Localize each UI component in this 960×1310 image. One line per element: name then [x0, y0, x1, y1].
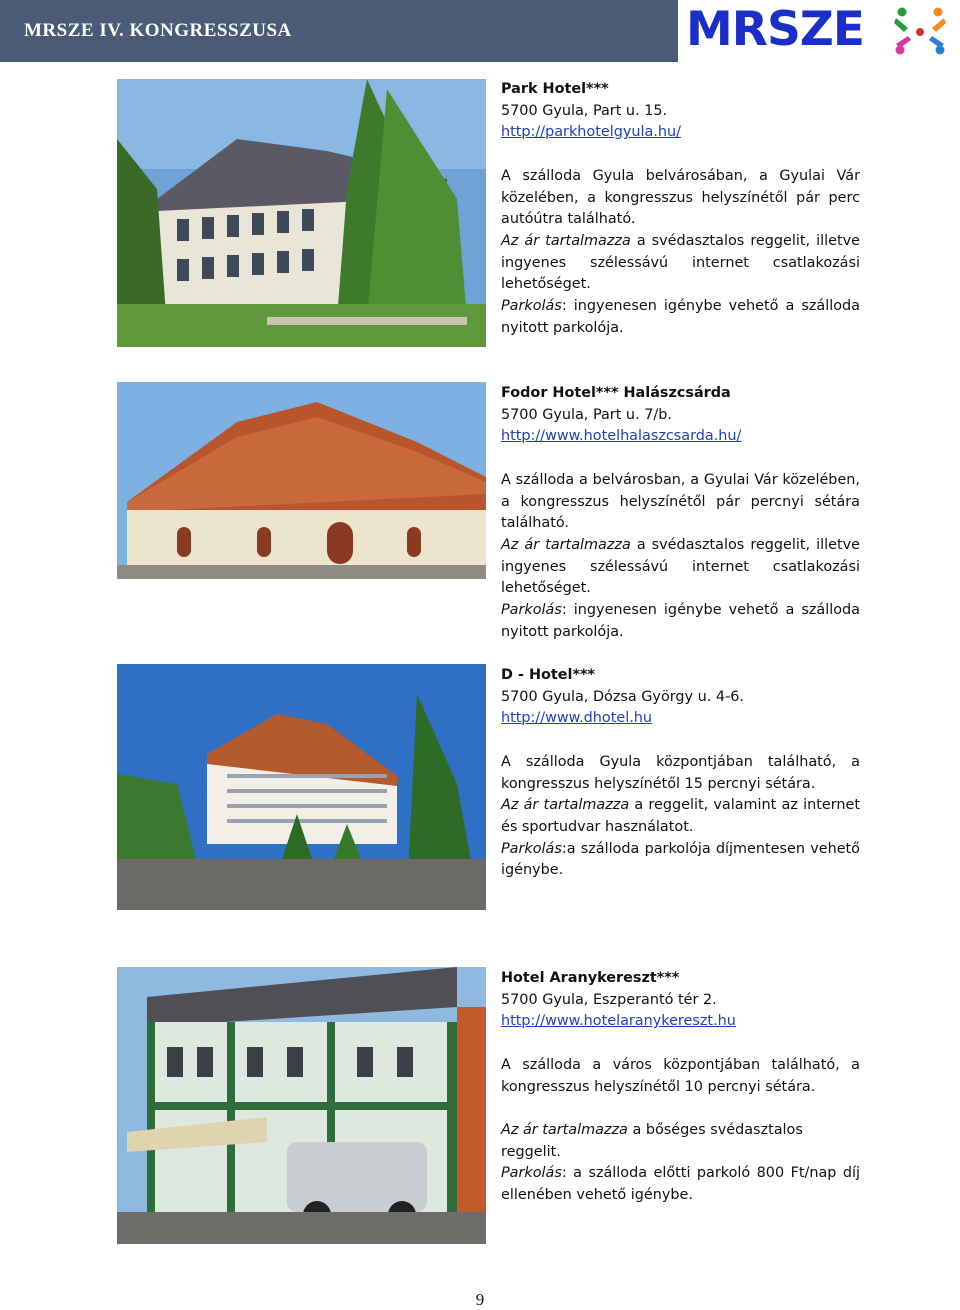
hotel-price-line: ingyenes szélessávú internet csatlakozási [501, 254, 860, 271]
hotel-website-link[interactable]: http://parkhotelgyula.hu/ [501, 124, 681, 141]
parking-label: Parkolás [501, 840, 562, 857]
hotel-description-line: kongresszus helyszínétől 10 percnyi sétára. [501, 1078, 816, 1095]
park-hotel-photo [117, 79, 486, 347]
park-hotel-info [501, 79, 860, 339]
hotel-parking-line: igénybe. [501, 862, 564, 879]
hotel-website-link[interactable]: http://www.hotelhalaszcsarda.hu/ [501, 428, 742, 445]
hotel-description-line: található. [501, 515, 569, 532]
price-label: Az ár tartalmazza [501, 797, 630, 814]
hotel-description-line: a kongresszus helyszínétől pár percnyi sétára [501, 493, 860, 510]
parking-label: Parkolás [501, 1165, 562, 1182]
hotel-website-link[interactable]: http://www.dhotel.hu [501, 710, 653, 727]
header-title: MRSZE IV. KONGRESSZUSA [24, 20, 292, 41]
page-header [0, 0, 960, 62]
people-logo-icon [892, 6, 948, 58]
hotel-name: Park Hotel*** [501, 81, 609, 97]
logo-text: MRSZE [686, 2, 864, 57]
hotel-description-line: autóútra található. [501, 211, 636, 228]
hotel-parking-line: Parkolás: a szálloda előtti parkoló 800 Ft/nap díj [501, 1165, 860, 1182]
fodor-hotel-photo [117, 382, 486, 579]
header-band [0, 0, 678, 62]
hotel-name: D - Hotel*** [501, 667, 596, 683]
hotel-description-line: A szálloda Gyula központjában található, a [501, 753, 860, 770]
hotel-price-line: ingyenes szélessávú internet csatlakozási [501, 558, 860, 575]
hotel-name: Fodor Hotel*** Halászcsárda [501, 385, 731, 401]
hotel-parking-line: nyitott parkolója. [501, 623, 624, 640]
aranykereszt-hotel-info [501, 968, 860, 1207]
hotel-address: 5700 Gyula, Eszperantó tér 2. [501, 991, 717, 1008]
hotel-address: 5700 Gyula, Part u. 7/b. [501, 406, 672, 423]
hotel-price-line: lehetőséget. [501, 580, 591, 597]
d-hotel-photo [117, 664, 486, 910]
hotel-address: 5700 Gyula, Dózsa György u. 4-6. [501, 688, 744, 705]
parking-label: Parkolás [501, 602, 562, 619]
hotel-parking-line: Parkolás: ingyenesen igénybe vehető a szálloda [501, 298, 860, 315]
hotel-price-line: és sportudvar használatot. [501, 818, 694, 835]
hotel-parking-line: nyitott parkolója. [501, 319, 624, 336]
hotel-parking-line: ellenében vehető igénybe. [501, 1187, 693, 1203]
hotel-name: Hotel Aranykereszt*** [501, 970, 680, 986]
price-label: Az ár tartalmazza [501, 232, 631, 249]
hotel-description-line: A szálloda a város központjában található, a [501, 1056, 860, 1073]
page-number: 9 [475, 1290, 485, 1309]
hotel-price-line: Az ár tartalmazza a svédasztalos reggelit, illetve [501, 232, 860, 249]
hotel-description-line: közelében, a kongresszus helyszínétől pár perc [501, 189, 860, 206]
mrsze-logo [678, 0, 960, 62]
aranykereszt-hotel-photo [117, 967, 486, 1244]
hotel-price-line: lehetőséget. [501, 276, 591, 293]
hotel-website-link[interactable]: http://www.hotelaranykereszt.hu [501, 1013, 736, 1030]
fodor-hotel-info [501, 383, 860, 643]
hotel-description-line: kongresszus helyszínétől 15 percnyi sétára. [501, 775, 816, 792]
hotel-parking-line: Parkolás:a szálloda parkolója díjmentesen vehető [501, 840, 860, 857]
parking-label: Parkolás [501, 298, 562, 315]
hotel-address: 5700 Gyula, Part u. 15. [501, 102, 668, 119]
hotel-price-line: Az ár tartalmazza a bőséges svédasztalos reggelit. [501, 1121, 803, 1160]
hotel-price-line: Az ár tartalmazza a svédasztalos reggelit, illetve [501, 536, 860, 553]
hotel-description-line: A szálloda a belvárosban, a Gyulai Vár közelében, [501, 471, 860, 488]
d-hotel-info [501, 665, 860, 882]
price-label: Az ár tartalmazza [501, 1121, 628, 1138]
hotel-price-line: Az ár tartalmazza a reggelit, valamint az internet [501, 797, 860, 814]
hotel-parking-line: Parkolás: ingyenesen igénybe vehető a szálloda [501, 602, 860, 619]
price-label: Az ár tartalmazza [501, 536, 631, 553]
hotel-description-line: A szálloda Gyula belvárosában, a Gyulai Vár [501, 167, 860, 184]
